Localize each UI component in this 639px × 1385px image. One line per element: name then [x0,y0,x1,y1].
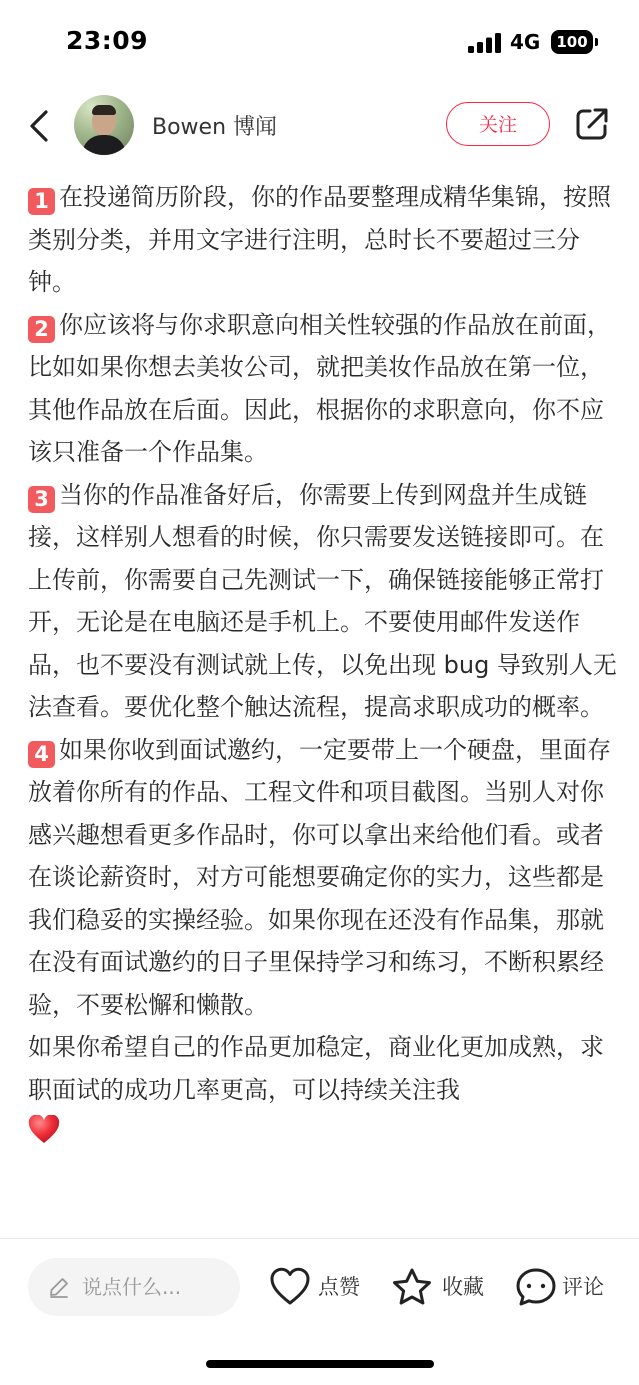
post-paragraph [28,176,618,304]
battery-cap [595,38,598,46]
collect-label: 收藏 [442,1275,484,1299]
star-icon [390,1266,434,1308]
number-badge-icon: 1 [28,188,55,215]
post-header [0,90,639,162]
comment-label: 评论 [562,1275,604,1299]
closing-paragraph: 如果你希望自己的作品更加稳定，商业化更加成熟，求职面试的成功几率更高，可以持续关注我 [28,1033,604,1104]
comment-button[interactable] [514,1262,614,1312]
battery-icon [551,30,593,54]
number-badge-icon: 3 [28,486,55,513]
paragraph-text: 你应该将与你求职意向相关性较强的作品放在前面，比如如果你想去美妆公司，就把美妆作品放在第一位，其他作品放在后面。因此，根据你的求职意向，你不应该只准备一个作品集。 [28,310,611,466]
post-paragraph [28,304,618,474]
heart-icon [268,1266,312,1308]
signal-icon [468,33,502,53]
chevron-left-icon[interactable] [24,104,54,148]
like-label: 点赞 [318,1275,360,1299]
bottom-divider [0,1238,639,1239]
author-name[interactable]: Bowen 博闻 [152,115,278,140]
paragraph-text: 在投递简历阶段，你的作品要整理成精华集锦，按照类别分类，并用文字进行注明，总时长不要超过三分钟。 [28,183,611,296]
comment-input[interactable] [28,1258,240,1316]
collect-button[interactable] [390,1262,490,1312]
like-button[interactable] [268,1262,368,1312]
share-icon[interactable] [574,106,610,142]
number-badge-icon: 4 [28,741,55,768]
pencil-icon [48,1276,70,1298]
follow-button[interactable]: 关注 [446,102,550,146]
status-time: 23:09 [66,26,149,55]
paragraph-text: 如果你收到面试邀约，一定要带上一个硬盘，里面存放着你所有的作品、工程文件和项目截图。当别人对你感兴趣想看更多作品时，你可以拿出来给他们看。或者在谈论薪资时，对方可能想要确定你的实力，这些都是我们稳妥的实操经验。如果你现在还没有作品集，那就在没有面试邀约的日子里保持学习和练习，不断积累经验，不要松懈和懒散。 [28,735,611,1019]
home-indicator[interactable] [206,1360,434,1368]
post-paragraph [28,729,618,1027]
paragraph-text: 当你的作品准备好后，你需要上传到网盘并生成链接，这样别人想看的时候，你只需要发送链接即可。在上传前，你需要自己先测试一下，确保链接能够正常打开，无论是在电脑还是手机上。不要使用邮件发送作品，也不要没有测试就上传，以免出现 bug 导致别人无法查看。要优化整个触达流程，提高求职成功的概率。 [28,480,617,721]
number-badge-icon: 2 [28,316,55,343]
comment-bubble-icon [514,1266,558,1308]
battery-level: 100 [556,33,588,51]
status-bar [0,0,639,80]
red-heart-icon [28,1115,60,1145]
comment-placeholder: 说点什么... [82,1275,182,1299]
post-content [28,176,618,1145]
post-paragraph [28,474,618,729]
avatar[interactable] [74,95,134,155]
network-type: 4G [510,30,541,54]
